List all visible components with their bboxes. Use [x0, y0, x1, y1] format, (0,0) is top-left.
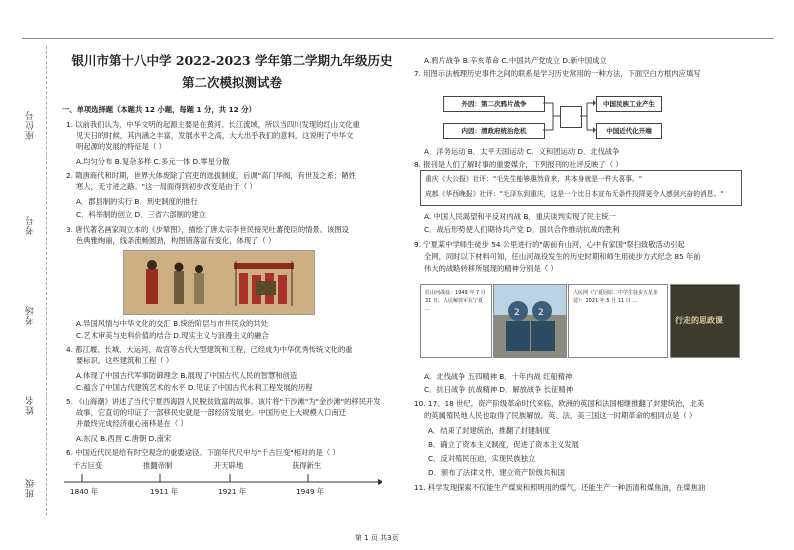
- q10-line: 10. 17、18 世纪，资产阶级革命时代来临，欧洲的英国和法国相继推翻了封建统治，北美: [414, 399, 705, 408]
- q2-options: A．郡县制的实行 B．刑史制度的推行: [76, 197, 198, 206]
- timeline-year: 1840 年: [70, 487, 99, 496]
- q3-options: C.艺术审美与史料价值的结合 D.现实主义与浪漫主义的融合: [76, 331, 269, 340]
- diagram-arrows: [543, 100, 603, 134]
- q4-options: C.蕴含了中国古代建筑艺术的水平 D.见证了中国古代水利工程发展的历程: [76, 383, 313, 392]
- title-line-2: 第二次模拟测试卷: [181, 75, 282, 90]
- q1-line: 1. 以前我们认为，中华文明的起源主要是在黄河、长江流域，所以当四川发现的红山文化重: [66, 120, 360, 129]
- q7-line: 7. 用图示法梳理历史事件之间的联系是学习历史常用的一种方法，下面空白方框内应填写: [414, 69, 701, 78]
- q8-quote-1: 重庆《大公报》社评："毛先生能够惠然肯来，其本身就是一件大喜事。": [425, 175, 642, 183]
- q9-options: A．北伐战争 五四精神 B．十年内战 红船精神: [424, 372, 573, 381]
- diagram-box-modernization: 中国近代化开端: [596, 123, 662, 139]
- q5-line: 故事，它直切的印证了一部移民史就是一部经济发展史。中国历史上大规模人口南迁: [76, 408, 346, 417]
- q1-line: 见天日的时候，其内涵之丰富，发展水平之高，大大出乎我们的意料，这说明了中华文: [76, 131, 354, 140]
- q3-line: 色典雅绚丽，线条流畅圆劲，构图错落富有变化，体现了（ ）: [76, 236, 276, 245]
- diagram-box-industry: 中国民族工业产生: [596, 96, 662, 112]
- q9-caption-2: 人民网《宁夏固原二中学生徒步五星步徒》：2021 年 5 月 11 日 ...: [573, 290, 659, 304]
- timeline-label: 获得新生: [292, 461, 322, 470]
- q9-photo-poster: [670, 284, 740, 358]
- binding-dotted-line: [46, 46, 47, 516]
- q2-line: 2. 隋唐商代和时期，世界大体废除了官吏的选拔制度，后调"高门华阀，有世及之系；陋姓: [66, 171, 356, 180]
- timeline-year: 1949 年: [296, 487, 325, 496]
- side-label-exam-room: 考场: [26, 305, 36, 325]
- q9-options: C．抗日战争 抗战精神 D．解放战争 长征精神: [424, 385, 574, 394]
- q3-line: 3. 唐代著名画家阎立本的《步辇图》，描绘了唐太宗李世民接见吐蕃使臣的情景。该图设: [66, 225, 349, 234]
- q9-caption-card-2: [568, 284, 668, 358]
- timeline-label: 推翻帝制: [143, 461, 173, 470]
- q9-caption-1: 任山河战役：1949 年 7 月 31 日，人民解放军在宁夏 ...: [425, 290, 486, 312]
- exam-title: [62, 50, 402, 94]
- q6-line: 6. 中国近代民是给有时空观念的重要途径。下面年代尺中与"千古巨变"相对的是（ ）: [66, 448, 340, 457]
- q6-options: A.鸦片战争 B.辛亥革命 C.中国共产党成立 D.新中国成立: [424, 56, 607, 65]
- q4-line: 要标识。这些建筑和工程（ ）: [76, 356, 174, 365]
- q9-poster-title: 行走的思政课: [675, 316, 723, 325]
- q2-line: 寒人，无寸进之路。"这一局面得到初步改变是由于（ ）: [76, 182, 257, 191]
- q5-line: 并最终完成经济重心南移是在（ ）: [76, 419, 188, 428]
- q8-options: A. 中国人民渴望和平反对内战 B．重庆谈判实现了民主统一: [424, 212, 616, 221]
- side-label-class: 班级: [26, 478, 36, 498]
- q8-line: 8. 报刊是人们了解时事的重要媒介，下列报刊的社评反映了（ ）: [414, 160, 623, 169]
- q11-line: 11. 科学发现探索不仅能生产煤炭和照明用的煤气，还能生产一种沥清和煤焦油，在煤焦油: [414, 483, 706, 492]
- students-photo-drawing: [494, 285, 566, 357]
- q2-options: C．科举制的创立 D．三省六部制的建立: [76, 210, 206, 219]
- q10-option: B．确立了资本主义制度，促进了资本主义发展: [428, 440, 579, 449]
- svg-text:2: 2: [514, 308, 520, 318]
- q7-options: A．洋务运动 B．太平天国运动 C．义和团运动 D．北伐战争: [424, 147, 620, 156]
- q9-photo-students: [493, 284, 567, 358]
- svg-text:2: 2: [538, 308, 544, 318]
- q4-line: 4. 都江堰、长城、大运河、故宫等古代大型建筑和工程，已经成为中华优秀传统文化的重: [66, 345, 353, 354]
- q3-options: A.异国风情与中华文化的交汇 B.统治阶层与市井民众的共处: [76, 319, 268, 328]
- timeline-label: 千古巨变: [73, 461, 103, 470]
- q8-quote-2: 成都《华西晚报》社评："毛泽东到重庆，这是一个比日本宣布无条件投降更令人感到兴奋的消息。": [425, 190, 724, 198]
- section-heading: 一、单项选择题（本题共 12 小题，每题 1 分，共 12 分）: [62, 105, 256, 114]
- q9-line: 9. 宁夏某中学师生徒步 54 公里进行的"砺前有山河，心中有家国"祭扫致敬活动引起: [414, 240, 685, 249]
- painting-image: [123, 250, 315, 315]
- top-rule: [22, 38, 774, 39]
- painting-figures: [124, 251, 314, 314]
- title-line-1: 银川市第十八中学 2022-2023 学年第二学期九年级历史: [71, 53, 393, 68]
- q5-options: A.东汉 B.西晋 C.唐朝 D.南宋: [76, 434, 172, 443]
- q9-caption-card-1: [420, 284, 492, 358]
- q4-options: A.体现了中国古代军事防御理念 B.展现了中国古代人民的智慧和创造: [76, 371, 298, 380]
- q10-option: A．结束了封建统治，推翻了封建制度: [428, 426, 550, 435]
- q10-option: D．颁布了法律文件，建立资产阶级共和国: [428, 468, 565, 477]
- q5-line: 5. 《山海潮》讲述了当代宁夏西海固人民脱贫致富的故事。该片将"干沙滩"为"金沙滩"的移民开发: [66, 397, 381, 406]
- q9-line: 全网，同时以下材料可知，任山河战役发生的历史时期和师生用徒步方式纪念 85 年前: [424, 252, 701, 261]
- side-label-seat: 座位号: [26, 110, 36, 140]
- timeline-label: 开天辟地: [214, 461, 244, 470]
- q10-option: C．反对殖民压迫，实现民族独立: [428, 454, 536, 463]
- side-label-name: 姓名: [26, 395, 36, 415]
- q10-line: 的英属殖民地人民也取得了民族解放。英、法、美三国这一时期革命的相同点是（ ）: [424, 411, 697, 420]
- timeline-year: 1911 年: [150, 487, 179, 496]
- q9-line: 伟大的战略转移所展现的精神分别是（ ）: [424, 264, 558, 273]
- diagram-box-external: 外因：第二次鸦片战争: [443, 96, 545, 112]
- q1-options: A.均匀分布 B.复杂多样 C.多元一体 D.零星分散: [76, 157, 230, 166]
- timeline-year: 1921 年: [218, 487, 247, 496]
- diagram-box-internal: 内因：清政府统治危机: [443, 123, 545, 139]
- q1-line: 明起源的发展的特征是（ ）: [76, 142, 166, 151]
- page-number: 第 1 页 共3页: [355, 534, 399, 542]
- side-label-exam-no: 考号: [26, 215, 36, 235]
- q8-options: C．战后形势使人们期待共产党 D．国共合作推动抗战的胜利: [424, 225, 620, 234]
